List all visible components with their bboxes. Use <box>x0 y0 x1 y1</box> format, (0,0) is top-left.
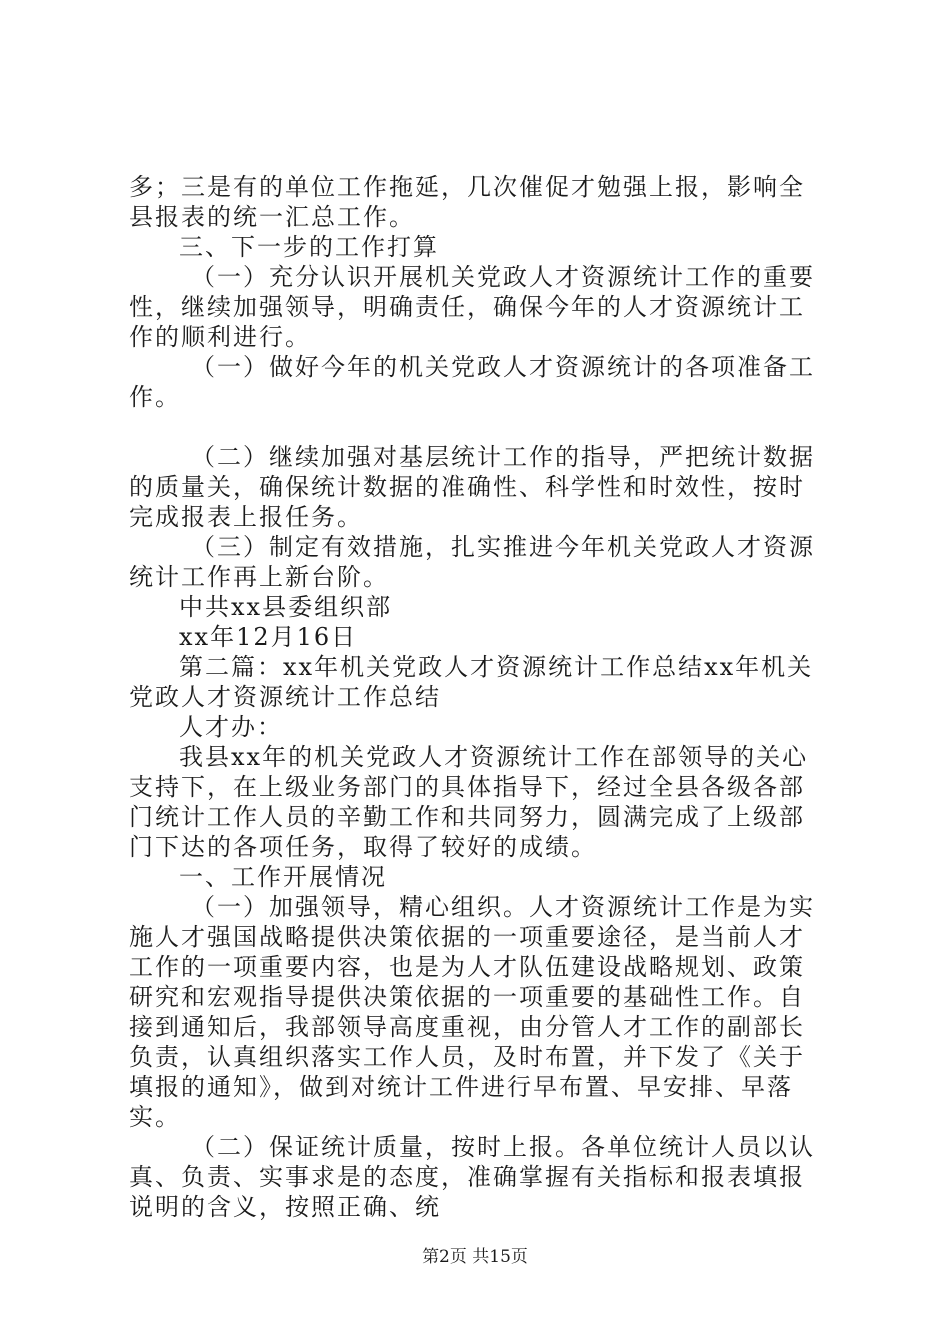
paragraph-plan-1b: （一）做好今年的机关党政人才资源统计的各项准备工作。 <box>129 353 815 411</box>
paragraph-plan-3: （三）制定有效措施，扎实推进今年机关党政人才资源统计工作再上新台阶。 <box>129 533 815 591</box>
paragraph-plan-1: （一）充分认识开展机关党政人才资源统计工作的重要性，继续加强领导，明确责任，确保今年的人才资源统计工作的顺利进行。 <box>129 263 815 351</box>
page-footer: 第2页 共15页 <box>422 1247 528 1267</box>
section-heading-next-steps: 三、下一步的工作打算 <box>179 233 439 261</box>
document-body <box>129 172 829 1222</box>
paragraph-plan-2: （二）继续加强对基层统计工作的指导，严把统计数据的质量关，确保统计数据的准确性、科学性和时效性，按时完成报表上报任务。 <box>129 443 815 531</box>
paragraph-continued: 多；三是有的单位工作拖延，几次催促才勉强上报，影响全县报表的统一汇总工作。 <box>129 173 805 231</box>
paragraph-intro: 我县xx年的机关党政人才资源统计工作在部领导的关心支持下，在上级业务部门的具体指导下，经过全县各级各部门统计工作人员的辛勤工作和共同努力，圆满完成了上级部门下达的各项任务，取得了较好的成绩。 <box>129 743 809 861</box>
salutation: 人才办： <box>179 713 283 741</box>
paragraph-progress-1: （一）加强领导，精心组织。人才资源统计工作是为实施人才强国战略提供决策依据的一项重要途径，是当前人才工作的一项重要内容，也是为人才队伍建设战略规划、政策研究和宏观指导提供决策依据的一项重要的基础性工作。自接到通知后，我部领导高度重视，由分管人才工作的副部长负责，认真组织落实工作人员，及时布置，并下发了《关于填报的通知》，做到对统计工件进行早布置、早安排、早落实。 <box>129 893 815 1131</box>
section-heading-progress: 一、工作开展情况 <box>179 863 387 891</box>
blank-line <box>129 412 829 442</box>
second-article-title: 第二篇：xx年机关党政人才资源统计工作总结xx年机关党政人才资源统计工作总结 <box>129 653 814 711</box>
signature-date: xx年12月16日 <box>179 623 358 651</box>
signature-organization: 中共xx县委组织部 <box>179 593 393 621</box>
paragraph-progress-2: （二）保证统计质量，按时上报。各单位统计人员以认真、负责、实事求是的态度，准确掌握有关指标和报表填报说明的含义，按照正确、统 <box>129 1133 815 1221</box>
